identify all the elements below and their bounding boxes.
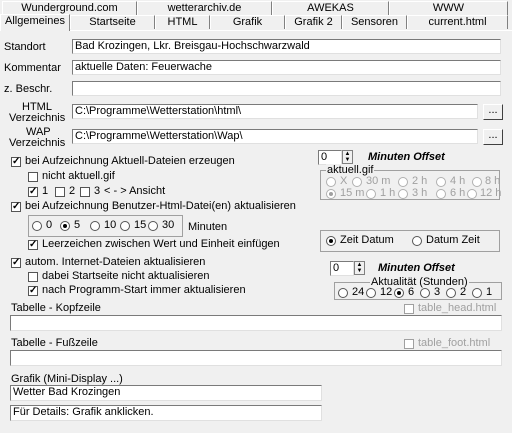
tab-allgemeines[interactable]: Allgemeines — [0, 14, 70, 31]
tab-grafik-2[interactable]: Grafik 2 — [285, 15, 342, 29]
radio-30m[interactable] — [352, 177, 362, 187]
option-1-checkbox[interactable]: ✓ — [29, 186, 38, 197]
hours-radio-24[interactable] — [338, 288, 348, 298]
grafik-line-2-field[interactable]: Für Details: Grafik anklicken. — [10, 405, 322, 421]
radio-6h-label: 6 h — [450, 187, 466, 199]
benutzer-checkbox[interactable]: ✓ — [12, 201, 21, 212]
table-foot-checkbox[interactable] — [404, 339, 414, 349]
radio-12h-label: 12 h — [480, 187, 502, 199]
zeit-datum-radio[interactable] — [326, 236, 336, 246]
erzeugen-checkbox[interactable]: ✓ — [12, 156, 21, 167]
hours-label-12: 12 — [380, 286, 393, 298]
aktuell-gif-group-label: aktuell.gif — [327, 164, 374, 176]
programm-start-checkbox[interactable]: ✓ — [29, 285, 38, 296]
minutes-radio-15[interactable] — [120, 221, 130, 231]
option-2-label: 2 — [69, 185, 76, 197]
leerzeichen-label: Leerzeichen zwischen Wert und Einheit einfügen — [42, 238, 280, 250]
wap-dir-field[interactable]: C:\Programme\Wetterstation\Wap\ — [72, 129, 478, 144]
spin-down-icon[interactable]: ▼ — [344, 157, 351, 163]
html-dir-label-2: Verzeichnis — [9, 112, 66, 124]
radio-30m-label: 30 m — [366, 175, 391, 187]
tab-html[interactable]: HTML — [155, 15, 210, 29]
radio-3h-label: 3 h — [412, 187, 428, 199]
html-dir-browse-button[interactable]: ... — [483, 104, 503, 120]
radio-1h-label: 1 h — [380, 187, 396, 199]
radio-6h[interactable] — [436, 189, 446, 199]
minutes-label-10: 10 — [104, 219, 117, 231]
offset2-label: Minuten Offset — [378, 262, 455, 274]
kommentar-field[interactable]: aktuelle Daten: Feuerwache — [72, 60, 501, 75]
radio-8h-label: 8 h — [485, 175, 501, 187]
minutes-radio-5[interactable] — [60, 221, 70, 231]
aktualitaet-group-label: Aktualität (Stunden) — [371, 276, 468, 288]
nicht-gif-checkbox[interactable] — [28, 172, 38, 182]
beschreibung-field[interactable] — [72, 81, 501, 96]
tab-sensoren[interactable]: Sensoren — [342, 15, 407, 29]
offset1-spinner-buttons[interactable] — [342, 150, 353, 164]
radio-x-label: X — [340, 175, 348, 187]
spin-down-icon[interactable]: ▼ — [356, 268, 363, 274]
offset1-label: Minuten Offset — [368, 151, 445, 163]
minuten-label: Minuten — [188, 221, 228, 233]
hours-label-6: 6 — [408, 286, 415, 298]
zeit-datum-label: Zeit Datum — [340, 234, 394, 246]
standort-label: Standort — [4, 41, 46, 53]
html-dir-field[interactable]: C:\Programme\Wetterstation\html\ — [72, 104, 478, 119]
table-foot-label: table_foot.html — [418, 337, 491, 349]
spin-up-icon[interactable]: ▲ — [356, 262, 363, 268]
wap-dir-label-2: Verzeichnis — [9, 137, 66, 149]
hours-radio-6[interactable] — [394, 288, 404, 298]
grafik-label: Grafik (Mini-Display ...) — [11, 373, 123, 385]
hours-radio-12[interactable] — [366, 288, 376, 298]
tab-www[interactable]: WWW — [389, 1, 508, 15]
minutes-label-5: 5 — [74, 219, 81, 231]
wap-dir-label-1: WAP — [26, 126, 51, 138]
kopfzeile-label: Tabelle - Kopfzeile — [11, 302, 101, 314]
radio-3h[interactable] — [398, 189, 408, 199]
datum-zeit-label: Datum Zeit — [426, 234, 480, 246]
grafik-line-1-field[interactable]: Wetter Bad Krozingen — [10, 385, 322, 401]
kopfzeile-field[interactable] — [10, 315, 502, 331]
radio-2h-label: 2 h — [412, 175, 428, 187]
radio-12h[interactable] — [467, 189, 477, 199]
option-1-label: 1 — [42, 185, 49, 197]
tab-startseite[interactable]: Startseite — [70, 15, 155, 29]
offset2-spinner-buttons[interactable] — [354, 261, 365, 275]
table-head-checkbox[interactable] — [404, 304, 414, 314]
wap-dir-browse-button[interactable]: ... — [483, 129, 503, 145]
tab-current-html[interactable]: current.html — [407, 15, 508, 29]
radio-4h-label: 4 h — [450, 175, 466, 187]
kommentar-label: Kommentar — [4, 62, 61, 74]
minutes-label-30: 30 — [162, 219, 175, 231]
startseite-label: dabei Startseite nicht aktualisieren — [42, 270, 210, 282]
fusszeile-label: Tabelle - Fußzeile — [11, 337, 98, 349]
hours-radio-1[interactable] — [472, 288, 482, 298]
minutes-label-15: 15 — [134, 219, 147, 231]
table-head-label: table_head.html — [418, 302, 497, 314]
offset1-spinner-field[interactable]: 0 — [318, 150, 342, 165]
internet-label: autom. Internet-Dateien aktualisieren — [25, 256, 206, 268]
radio-1h[interactable] — [366, 189, 376, 199]
fusszeile-field[interactable] — [10, 350, 502, 366]
html-dir-label-1: HTML — [22, 101, 52, 113]
radio-15m[interactable] — [326, 189, 336, 199]
programm-start-label: nach Programm-Start immer aktualisieren — [42, 284, 246, 296]
ansicht-label: < - > Ansicht — [104, 185, 166, 197]
radio-x[interactable] — [326, 177, 336, 187]
option-3-checkbox[interactable] — [80, 187, 90, 197]
hours-label-2: 2 — [460, 286, 467, 298]
tab-awekas[interactable]: AWEKAS — [272, 1, 389, 15]
benutzer-label: bei Aufzeichnung Benutzer-Html-Datei(en) aktualisieren — [25, 200, 296, 212]
tab-grafik[interactable]: Grafik — [210, 15, 285, 29]
leerzeichen-checkbox[interactable]: ✓ — [29, 239, 38, 250]
radio-2h[interactable] — [398, 177, 408, 187]
standort-field[interactable]: Bad Krozingen, Lkr. Breisgau-Hochschwarzwald — [72, 39, 501, 54]
beschreibung-label: z. Beschr. — [4, 83, 53, 95]
nicht-gif-label: nicht aktuell.gif — [42, 170, 115, 182]
minutes-radio-0[interactable] — [32, 221, 42, 231]
hours-label-3: 3 — [434, 286, 441, 298]
hours-radio-3[interactable] — [420, 288, 430, 298]
radio-15m-label: 15 m — [340, 187, 365, 199]
erzeugen-label: bei Aufzeichnung Aktuell-Dateien erzeugen — [25, 155, 235, 167]
tab-wetterarchiv[interactable]: wetterarchiv.de — [137, 1, 272, 15]
minutes-radio-10[interactable] — [90, 221, 100, 231]
startseite-checkbox[interactable] — [28, 272, 38, 282]
spin-up-icon[interactable]: ▲ — [344, 151, 351, 157]
option-2-checkbox[interactable] — [55, 187, 65, 197]
radio-4h[interactable] — [436, 177, 446, 187]
option-3-label: 3 — [94, 185, 101, 197]
datum-zeit-radio[interactable] — [412, 236, 422, 246]
hours-radio-2[interactable] — [446, 288, 456, 298]
minutes-radio-30[interactable] — [148, 221, 158, 231]
hours-label-24: 24 — [352, 286, 365, 298]
offset2-spinner-field[interactable]: 0 — [330, 261, 354, 276]
internet-checkbox[interactable]: ✓ — [12, 257, 21, 268]
radio-8h[interactable] — [472, 177, 482, 187]
hours-label-1: 1 — [486, 286, 493, 298]
tab-wunderground[interactable]: Wunderground.com — [2, 1, 137, 15]
minutes-label-0: 0 — [46, 219, 53, 231]
